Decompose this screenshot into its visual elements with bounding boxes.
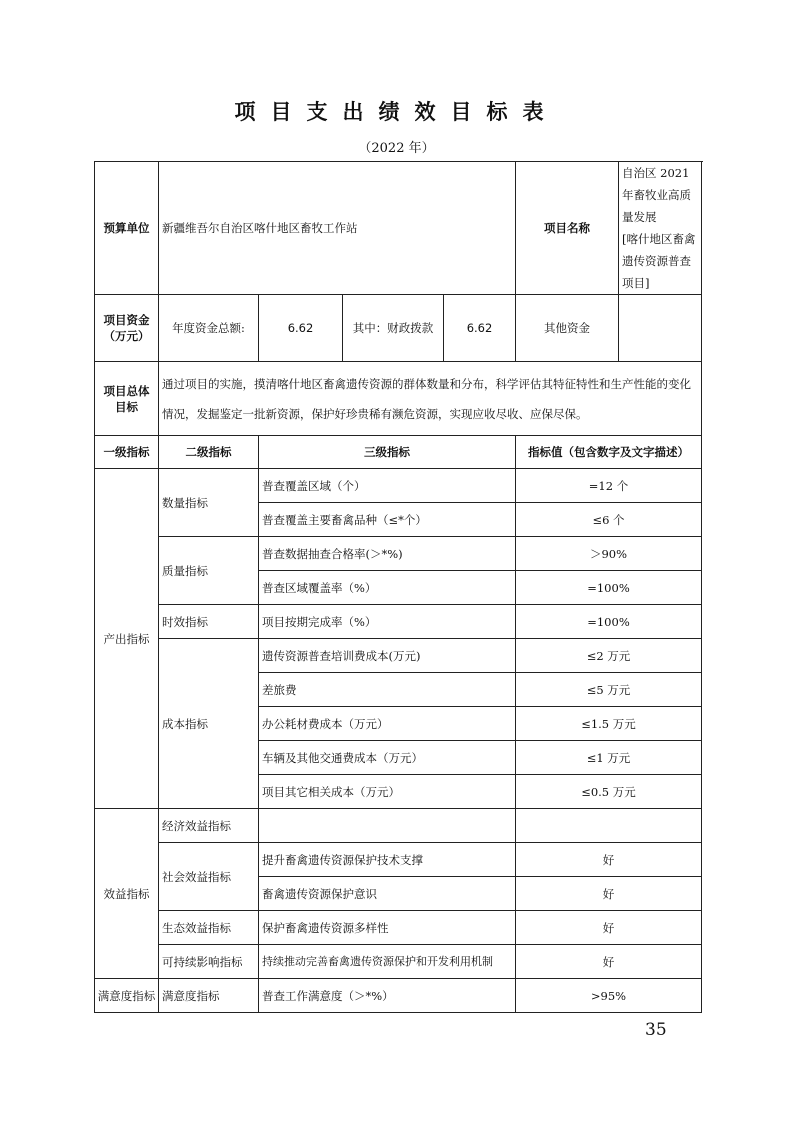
- table-row: [95, 605, 702, 639]
- table-row: [95, 945, 702, 979]
- table-row: [95, 809, 702, 843]
- other-funds-value: [619, 295, 702, 362]
- subgroup-ecological: 生态效益指标: [159, 911, 259, 945]
- value-cell: =100%: [516, 571, 702, 605]
- header-level2: 二级指标: [159, 436, 259, 469]
- group-output: 产出指标: [95, 469, 159, 809]
- value-cell: =100%: [516, 605, 702, 639]
- value-cell: =12 个: [516, 469, 702, 503]
- project-name-value: [619, 162, 702, 295]
- page-title: 项目支出绩效目标表: [234, 100, 559, 124]
- value-cell: [516, 809, 702, 843]
- indicator-cell: 项目按期完成率（%）: [259, 605, 516, 639]
- subgroup-cost: 成本指标: [159, 639, 259, 809]
- indicator-cell: 普查覆盖主要畜禽品种（≤*个）: [259, 503, 516, 537]
- fiscal-label: 其中：财政拨款: [343, 295, 444, 362]
- indicator-cell: 普查工作满意度（＞*%）: [259, 979, 516, 1013]
- value-cell: >95%: [516, 979, 702, 1013]
- value-cell: 好: [516, 911, 702, 945]
- header-value: 指标值（包含数字及文字描述）: [516, 436, 702, 469]
- group-satisfaction: 满意度指标: [95, 979, 159, 1013]
- subgroup-sustainable: 可持续影响指标: [159, 945, 259, 979]
- project-name-line1: 自治区 2021 年畜牧业高质量发展: [622, 166, 691, 224]
- performance-target-table: [94, 161, 702, 1013]
- indicator-cell: 项目其它相关成本（万元）: [259, 775, 516, 809]
- subgroup-quality: 质量指标: [159, 537, 259, 605]
- value-cell: 好: [516, 945, 702, 979]
- funds-row: [95, 295, 702, 362]
- project-name-line2: [喀什地区畜禽遗传资源普查项目]: [622, 232, 696, 290]
- annual-total-label: 年度资金总额:: [159, 295, 259, 362]
- indicator-cell: 畜禽遗传资源保护意识: [259, 877, 516, 911]
- overall-goal-label: 项目总体目标: [95, 362, 159, 436]
- subgroup-economic: 经济效益指标: [159, 809, 259, 843]
- value-cell: ≤2 万元: [516, 639, 702, 673]
- value-cell: 好: [516, 877, 702, 911]
- indicator-cell: 差旅费: [259, 673, 516, 707]
- year-subtitle: （2022 年）: [358, 141, 435, 156]
- value-cell: ≤5 万元: [516, 673, 702, 707]
- indicator-cell: 车辆及其他交通费成本（万元）: [259, 741, 516, 775]
- indicator-cell: 普查覆盖区域（个）: [259, 469, 516, 503]
- overall-goal-row: [95, 362, 702, 436]
- budget-unit-row: [95, 162, 702, 295]
- header-level3: 三级指标: [259, 436, 516, 469]
- budget-unit-label: 预算单位: [95, 162, 159, 295]
- value-cell: ≤1.5 万元: [516, 707, 702, 741]
- indicator-cell: 持续推动完善畜禽遗传资源保护和开发利用机制: [259, 945, 516, 979]
- table-row: [95, 911, 702, 945]
- subgroup-social: 社会效益指标: [159, 843, 259, 911]
- table-row: [95, 469, 702, 503]
- header-row: [95, 436, 702, 469]
- header-level1: 一级指标: [95, 436, 159, 469]
- value-cell: ＞90%: [516, 537, 702, 571]
- indicator-cell: 遗传资源普查培训费成本(万元): [259, 639, 516, 673]
- value-cell: ≤6 个: [516, 503, 702, 537]
- annual-total-value: 6.62: [259, 295, 343, 362]
- other-funds-label: 其他资金: [516, 295, 619, 362]
- subgroup-quantity: 数量指标: [159, 469, 259, 537]
- page-number: 35: [645, 1020, 667, 1040]
- table-row: [95, 979, 702, 1013]
- indicator-cell: [259, 809, 516, 843]
- subgroup-timeliness: 时效指标: [159, 605, 259, 639]
- fiscal-value: 6.62: [444, 295, 516, 362]
- indicator-cell: 提升畜禽遗传资源保护技术支撑: [259, 843, 516, 877]
- funds-label: 项目资金（万元）: [95, 295, 159, 362]
- value-cell: ≤1 万元: [516, 741, 702, 775]
- indicator-cell: 普查数据抽查合格率(＞*%): [259, 537, 516, 571]
- budget-unit-value: 新疆维吾尔自治区喀什地区畜牧工作站: [159, 162, 516, 295]
- table-row: [95, 639, 702, 673]
- indicator-cell: 办公耗材费成本（万元）: [259, 707, 516, 741]
- subgroup-satisfaction: 满意度指标: [159, 979, 259, 1013]
- group-benefit: 效益指标: [95, 809, 159, 979]
- project-name-label: 项目名称: [516, 162, 619, 295]
- overall-goal-text: 通过项目的实施，摸清喀什地区畜禽遗传资源的群体数量和分布，科学评估其特征特性和生产性能的变化情况，发掘鉴定一批新资源，保护好珍贵稀有濒危资源，实现应收尽收、应保尽保。: [159, 362, 702, 436]
- indicator-cell: 普查区域覆盖率（%）: [259, 571, 516, 605]
- value-cell: 好: [516, 843, 702, 877]
- table-row: [95, 537, 702, 571]
- value-cell: ≤0.5 万元: [516, 775, 702, 809]
- indicator-cell: 保护畜禽遗传资源多样性: [259, 911, 516, 945]
- table-row: [95, 843, 702, 877]
